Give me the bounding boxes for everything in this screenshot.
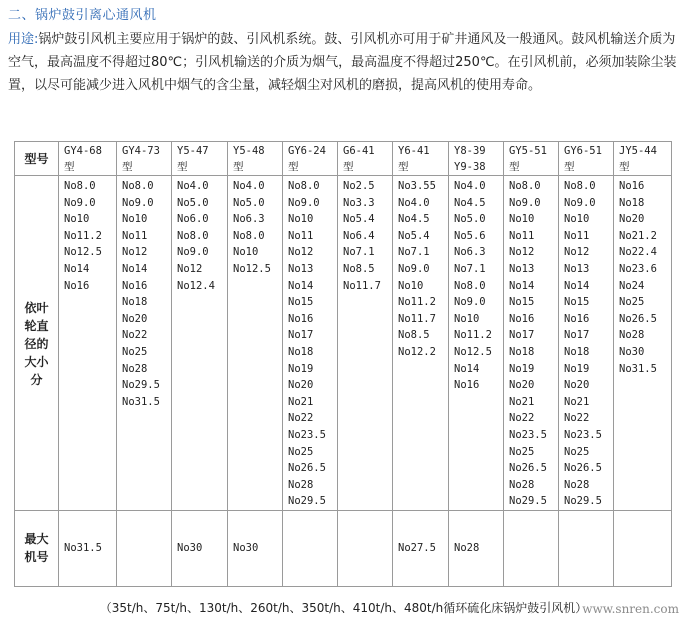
size-value: No29.5 [122, 379, 160, 392]
size-value: No16 [509, 312, 535, 325]
size-value: No19 [564, 362, 590, 375]
diameter-label-text: 依叶轮直径的大小分 [24, 300, 49, 387]
size-value: No29.5 [564, 495, 602, 508]
size-value: No2.5 [343, 180, 375, 192]
size-value: No8.5 [398, 329, 430, 342]
size-value: No10 [122, 213, 148, 226]
table-caption: （35t/h、75t/h、130t/h、260t/h、350t/h、410t/h、480t/h循环硫化床锅炉鼓引风机） [99, 601, 588, 615]
size-value: No10 [233, 246, 259, 259]
intro-text: 锅炉鼓引风机主要应用于锅炉的鼓、引风机系统。鼓、引风机亦可用于矿井通风及一般通风。鼓风机输送介质为空气，最高温度不得超过80℃；引风机输送的介质为烟气，最高温度不得超过250℃。在引风机前，必须加装除尘装置，以尽可能减少进入风机中烟气的含尘量，减轻烟尘对风机的磨损，提高风机的使用寿命。 [8, 32, 677, 93]
size-value: No14 [509, 279, 535, 292]
intro-label: 用途: [8, 32, 39, 47]
size-value: No12 [564, 246, 590, 259]
size-value: No14 [64, 262, 90, 275]
size-value: No6.3 [454, 246, 486, 259]
max-size-value: No27.5 [393, 510, 449, 586]
size-value: No9.0 [398, 262, 430, 275]
size-value: No9.0 [564, 196, 596, 209]
size-value: No26.5 [564, 462, 602, 475]
size-value: No8.0 [64, 180, 96, 192]
size-value: No11.2 [398, 296, 436, 309]
size-value: No18 [619, 196, 645, 209]
model-header-line: GY6-24 [288, 144, 326, 157]
model-header [283, 142, 338, 176]
size-value: No8.0 [177, 229, 209, 242]
size-value: No9.0 [288, 196, 320, 209]
size-value: No3.55 [398, 180, 436, 192]
size-value: No4.0 [454, 180, 486, 192]
max-size-value: No30 [228, 510, 283, 586]
model-header-line: 型 [619, 160, 630, 173]
size-value: No3.3 [343, 196, 375, 209]
size-value: No11.2 [64, 229, 102, 242]
model-header-line: 型 [564, 160, 575, 173]
size-value: No14 [122, 262, 148, 275]
size-value: No28 [509, 478, 535, 491]
size-value: No29.5 [288, 495, 326, 508]
size-value: No20 [619, 213, 645, 226]
size-value: No28 [619, 329, 645, 342]
size-value: No12 [122, 246, 148, 259]
size-value: No25 [619, 296, 645, 309]
model-header-line: 型 [233, 160, 244, 173]
model-header-line: G6-41 [343, 144, 375, 157]
size-value: No21 [564, 395, 590, 408]
size-value: No5.0 [233, 196, 265, 209]
size-value: No23.5 [564, 428, 602, 441]
size-value: No20 [509, 379, 535, 392]
size-value: No31.5 [619, 362, 657, 375]
size-value: No16 [288, 312, 314, 325]
size-value: No8.5 [343, 262, 375, 275]
size-value: No26.5 [619, 312, 657, 325]
size-value: No22 [564, 412, 590, 425]
size-value: No21.2 [619, 229, 657, 242]
size-value: No11 [288, 229, 314, 242]
size-value: No18 [564, 345, 590, 358]
model-label: 型号 [15, 142, 59, 176]
size-value: No7.1 [454, 262, 486, 275]
size-value: No4.5 [398, 213, 430, 226]
size-list [614, 176, 672, 511]
size-list [283, 176, 338, 511]
size-value: No21 [509, 395, 535, 408]
intro-paragraph [8, 28, 680, 97]
size-value: No10 [454, 312, 480, 325]
size-value: No17 [564, 329, 590, 342]
size-value: No8.0 [454, 279, 486, 292]
size-value: No16 [122, 279, 148, 292]
size-value: No22 [509, 412, 535, 425]
size-value: No18 [509, 345, 535, 358]
size-value: No4.5 [454, 196, 486, 209]
size-value: No15 [564, 296, 590, 309]
size-list [338, 176, 393, 511]
size-value: No17 [288, 329, 314, 342]
model-header-line: 型 [509, 160, 520, 173]
size-value: No16 [454, 379, 480, 392]
size-value: No10 [288, 213, 314, 226]
model-header [393, 142, 449, 176]
size-value: No19 [288, 362, 314, 375]
model-header [559, 142, 614, 176]
size-value: No25 [564, 445, 590, 458]
size-value: No18 [288, 345, 314, 358]
max-size-value: No31.5 [59, 510, 117, 586]
model-header-line: 型 [64, 160, 75, 173]
size-value: No10 [64, 213, 90, 226]
watermark: www.snren.com [582, 602, 679, 616]
size-value: No12 [509, 246, 535, 259]
size-value: No8.0 [509, 180, 541, 192]
size-value: No23.6 [619, 262, 657, 275]
model-header [614, 142, 672, 176]
size-value: No22 [288, 412, 314, 425]
model-header-line: GY6-51 [564, 144, 602, 157]
size-value: No6.0 [177, 213, 209, 226]
size-value: No6.4 [343, 229, 375, 242]
size-value: No14 [564, 279, 590, 292]
size-value: No13 [564, 262, 590, 275]
size-value: No9.0 [177, 246, 209, 259]
size-value: No10 [564, 213, 590, 226]
size-value: No4.0 [398, 196, 430, 209]
size-value: No16 [619, 180, 645, 192]
size-value: No22.4 [619, 246, 657, 259]
size-value: No5.4 [343, 213, 375, 226]
size-value: No11.7 [398, 312, 436, 325]
model-header-line: 型 [398, 160, 409, 173]
model-header-line: Y5-47 [177, 144, 209, 157]
size-value: No7.1 [343, 246, 375, 259]
size-list [59, 176, 117, 511]
model-header-line: Y6-41 [398, 144, 430, 157]
size-value: No23.5 [509, 428, 547, 441]
model-header [172, 142, 228, 176]
size-value: No5.4 [398, 229, 430, 242]
max-size-value [504, 510, 559, 586]
max-size-value [283, 510, 338, 586]
max-label-text: 最大机号 [24, 532, 49, 565]
model-header-line: 型 [177, 160, 188, 173]
size-value: No5.0 [177, 196, 209, 209]
size-value: No13 [509, 262, 535, 275]
size-list [504, 176, 559, 511]
size-value: No5.6 [454, 229, 486, 242]
model-header-line: Y9-38 [454, 160, 486, 173]
model-header-line: Y5-48 [233, 144, 265, 157]
size-value: No8.0 [564, 180, 596, 192]
max-size-value [559, 510, 614, 586]
size-value: No10 [398, 279, 424, 292]
size-value: No20 [564, 379, 590, 392]
model-header-line: GY5-51 [509, 144, 547, 157]
size-value: No11.7 [343, 279, 381, 292]
size-value: No28 [288, 478, 314, 491]
model-header-line: GY4-68 [64, 144, 102, 157]
size-value: No7.1 [398, 246, 430, 259]
size-value: No25 [122, 345, 148, 358]
size-value: No28 [564, 478, 590, 491]
size-value: No29.5 [509, 495, 547, 508]
size-list [559, 176, 614, 511]
size-value: No12.2 [398, 345, 436, 358]
size-value: No11 [509, 229, 535, 242]
model-header-line: 型 [343, 160, 354, 173]
model-header-line: GY4-73 [122, 144, 160, 157]
size-value: No24 [619, 279, 645, 292]
size-list [449, 176, 504, 511]
size-value: No21 [288, 395, 314, 408]
size-value: No26.5 [509, 462, 547, 475]
size-value: No6.3 [233, 213, 265, 226]
size-value: No4.0 [233, 180, 265, 192]
model-header [59, 142, 117, 176]
size-value: No20 [288, 379, 314, 392]
size-value: No13 [288, 262, 314, 275]
size-value: No16 [564, 312, 590, 325]
size-value: No12.5 [64, 246, 102, 259]
model-header [449, 142, 504, 176]
size-value: No9.0 [64, 196, 96, 209]
size-value: No25 [288, 445, 314, 458]
size-value: No14 [288, 279, 314, 292]
size-value: No9.0 [509, 196, 541, 209]
max-size-value [338, 510, 393, 586]
size-value: No14 [454, 362, 480, 375]
model-header [504, 142, 559, 176]
size-value: No22 [122, 329, 148, 342]
size-value: No9.0 [454, 296, 486, 309]
size-value: No11 [122, 229, 148, 242]
size-value: No16 [64, 279, 90, 292]
size-list [117, 176, 172, 511]
size-list [228, 176, 283, 511]
size-value: No8.0 [233, 229, 265, 242]
size-value: No28 [122, 362, 148, 375]
size-value: No15 [288, 296, 314, 309]
size-value: No12.5 [454, 345, 492, 358]
model-header-line: 型 [288, 160, 299, 173]
size-value: No19 [509, 362, 535, 375]
model-header-line: Y8-39 [454, 144, 486, 157]
section-heading: 二、锅炉鼓引离心通风机 [8, 8, 157, 23]
model-header [117, 142, 172, 176]
model-header [228, 142, 283, 176]
size-value: No5.0 [454, 213, 486, 226]
size-value: No26.5 [288, 462, 326, 475]
size-value: No30 [619, 345, 645, 358]
size-value: No18 [122, 296, 148, 309]
size-value: No12.5 [233, 262, 271, 275]
size-value: No12.4 [177, 279, 215, 292]
diameter-label [15, 176, 59, 511]
size-value: No23.5 [288, 428, 326, 441]
size-value: No11 [564, 229, 590, 242]
max-size-value [117, 510, 172, 586]
size-value: No9.0 [122, 196, 154, 209]
size-value: No31.5 [122, 395, 160, 408]
size-value: No4.0 [177, 180, 209, 192]
size-value: No17 [509, 329, 535, 342]
max-size-value [614, 510, 672, 586]
size-list [393, 176, 449, 511]
size-value: No10 [509, 213, 535, 226]
max-label [15, 510, 59, 586]
size-value: No8.0 [288, 180, 320, 192]
model-header [338, 142, 393, 176]
size-value: No12 [288, 246, 314, 259]
size-value: No15 [509, 296, 535, 309]
size-value: No12 [177, 262, 203, 275]
size-value: No20 [122, 312, 148, 325]
max-size-value: No28 [449, 510, 504, 586]
size-value: No8.0 [122, 180, 154, 192]
fan-spec-table [14, 141, 672, 587]
max-size-value: No30 [172, 510, 228, 586]
size-value: No25 [509, 445, 535, 458]
model-header-line: 型 [122, 160, 133, 173]
size-list [172, 176, 228, 511]
model-header-line: JY5-44 [619, 144, 657, 157]
size-value: No11.2 [454, 329, 492, 342]
